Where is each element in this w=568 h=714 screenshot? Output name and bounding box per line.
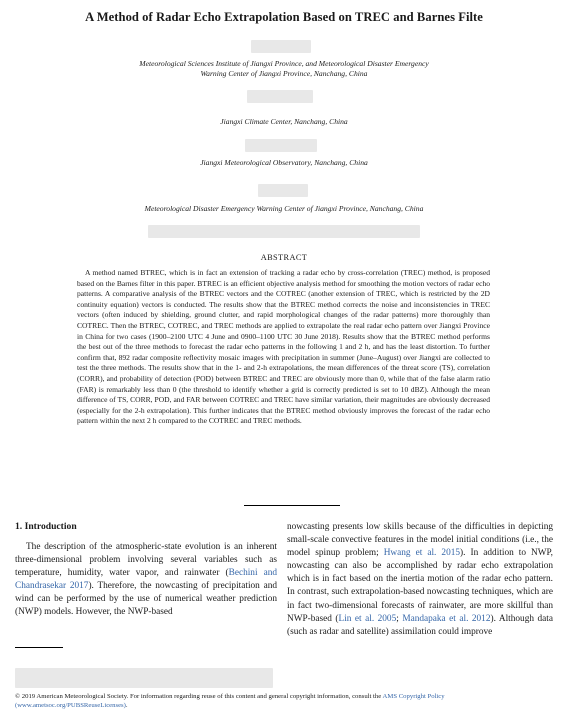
section-heading: 1. Introduction [15, 521, 77, 532]
footnote-divider [15, 647, 63, 648]
intro-text: ; [396, 613, 403, 624]
citation-link[interactable]: Lin et al. 2005 [338, 613, 397, 624]
copyright-policy-link[interactable]: AMS Copyright Policy (www.ametsoc.org/PUBSReuseLicenses) [15, 693, 445, 709]
citation-link[interactable]: Bechini and Chandrasekar 2017 [15, 568, 278, 592]
section-divider [244, 505, 340, 506]
abstract-heading: ABSTRACT [260, 253, 308, 262]
affiliation-2: Jiangxi Climate Center, Nanchang, China [220, 117, 348, 126]
affiliation-1-line-1: Meteorological Sciences Institute of Jiangxi Province, and Meteorological Disaster Emergency [139, 59, 429, 68]
redacted-author [258, 184, 308, 197]
redacted-footnote [15, 668, 273, 688]
intro-text: The description of the atmospheric-state evolution is an inherent three-dimensional problem involving several variables such as temperature, humidity, water vapor, and rainwater ( [15, 542, 277, 579]
footnote-text: © 2019 American Meteorological Society. For information regarding reuse of this content and general copyright information, consult the [15, 693, 383, 700]
affiliation-3: Jiangxi Meteorological Observatory, Nanchang, China [200, 158, 368, 167]
redacted-author [251, 40, 311, 53]
intro-column-right [287, 521, 553, 639]
redacted-author [247, 90, 313, 103]
redacted-line [148, 225, 420, 238]
redacted-author [245, 139, 317, 152]
intro-text: nowcasting presents low skills because of the difficulties in depicting small-scale convective features in the model initial conditions (i.e., the model spinup problem; [287, 522, 553, 559]
paper-title: A Method of Radar Echo Extrapolation Based on TREC and Barnes Filte [85, 10, 483, 24]
intro-text: ). In addition to NWP, nowcasting can also be accomplished by radar echo extrapolation which is in fact based on the inertia motion of the radar echo pattern. In contrast, such extrapolation-based nowcasting techniques, which are in fact two-dimensional forecasts of rainwater, are more skillful than NWP-based ( [287, 548, 553, 624]
citation-link[interactable]: Mandapaka et al. 2012 [402, 613, 491, 624]
affiliation-4: Meteorological Disaster Emergency Warning Center of Jiangxi Province, Nanchang, China [144, 204, 424, 213]
intro-column-left [15, 541, 277, 620]
copyright-footnote [15, 693, 555, 710]
intro-text: ). Although data (such as radar and satellite) assimilation could improve [287, 613, 553, 637]
citation-link[interactable]: Hwang et al. 2015 [383, 548, 461, 559]
affiliation-1-line-2: Warning Center of Jiangxi Province, Nanchang, China [200, 69, 368, 79]
affiliation-1 [30, 59, 538, 80]
abstract-body: A method named BTREC, which is in fact an extension of tracking a radar echo by cross-correlation (TREC) method, is proposed based on the Barnes filter in this paper. BTREC is an efficient objective analysis method for smoothing the motion vectors of radar echo patterns. A comparative analysis of the BTREC vectors and the COTREC (another extension of TREC, which is restricted by the 2D continuity equation) vectors is conducted. The results show that the BTREC method corrects the noise and inconsistencies in TREC vectors (often induced by shielding, ground clutter, and rapid morphological changes of the radar patterns) more thoroughly than COTREC. Then the BTREC, COTREC, and TREC methods are applied to extrapolate the real radar echo pattern over Jiangxi Province in China for two cases (1900–2100 UTC 4 June and 0900–1100 UTC 30 June 2018). Results show that the BTREC method performs the best out of the three methods to forecast the radar echo patterns in the following 1 and 2 h, and has the least distortion. To further confirm that, 892 radar composite reflectivity mosaic images with precipitation in summer (June–August) over Jiangxi are collected to test the three methods. The results show that in the 1- and 2-h extrapolations, the mean differences of the threat score (TS), correlation (CORR), and probability of detection (POD) between BTREC and TREC are obviously more than 0, while that of the false alarm ratio (FAR) is remarkably less than 0 (the threshold to identify whether a grid is correctly predicted is set to 10 dBZ). Although the mean difference of TS, CORR, POD, and FAR between COTREC and TREC have similar variation, their magnitudes are obviously decreased (especially for the 2-h extrapolation). This further indicates that the BTREC method obviously improves the forecast of the radar echo pattern within the next 2 h compared to the COTREC and TREC methods. [77, 268, 490, 426]
footnote-text: . [125, 701, 128, 709]
intro-text: ). Therefore, the nowcasting of precipitation and wind can be performed by the use of numerical weather prediction (NWP) models. However, the NWP-based [15, 581, 277, 618]
